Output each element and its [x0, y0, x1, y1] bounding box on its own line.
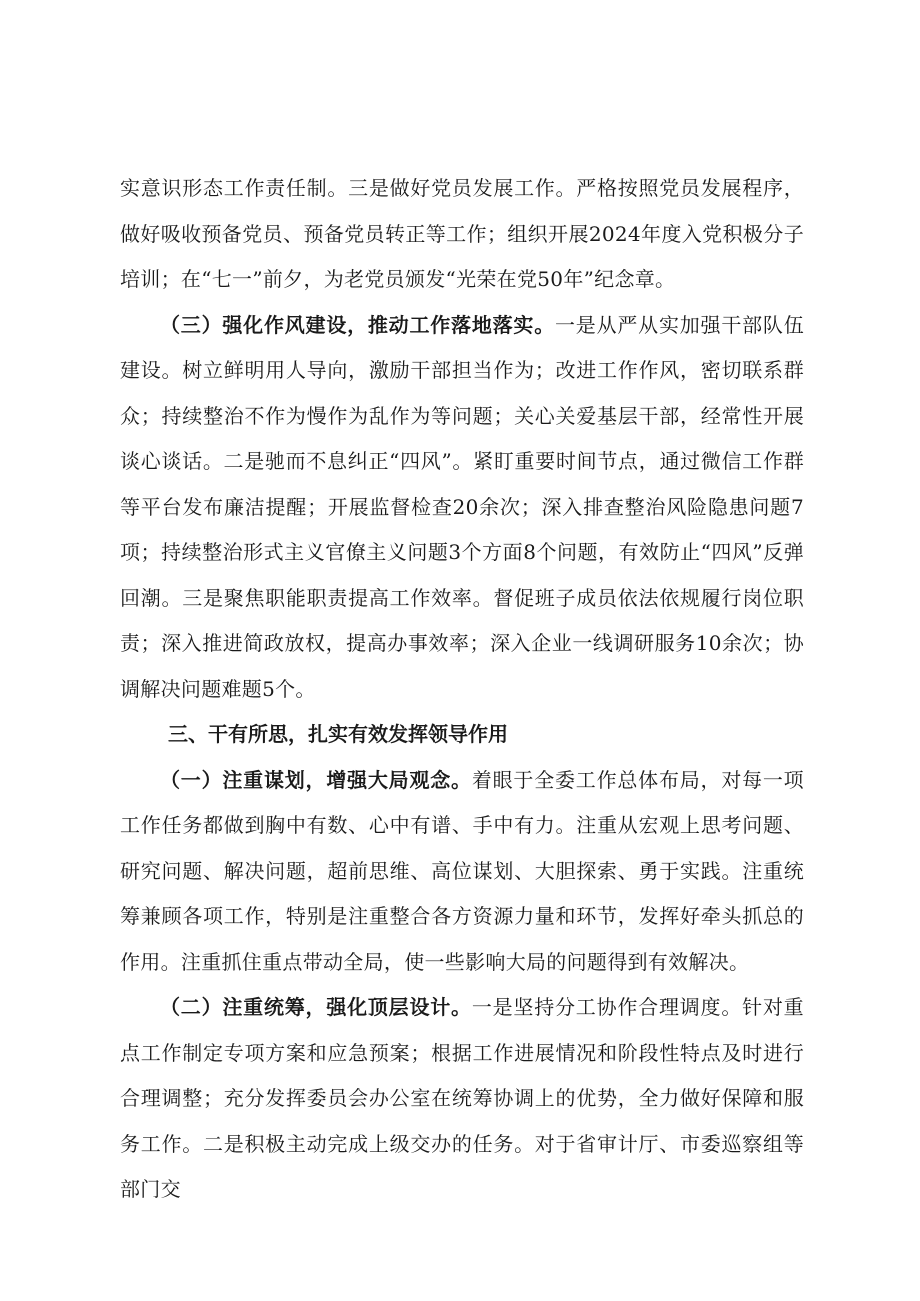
- paragraph-style-building: [120, 303, 804, 713]
- paragraph-text: 一是从严从实加强干部队伍建设。树立鲜明用人导向，激励干部担当作为；改进工作作风，密切联系群众；持续整治不作为慢作为乱作为等问题；关心关爱基层干部，经常性开展谈心谈话。二是驰而不息纠正“四风”。紧盯重要时间节点，通过微信工作群等平台发布廉洁提醒；开展监督检查20余次；深入排查整治风险隐患问题7项；持续整治形式主义官僚主义问题3个方面8个问题，有效防止“四风”反弹回潮。三是聚焦职能职责提高工作效率。督促班子成员依法依规履行岗位职责；深入推进简政放权，提高办事效率；深入企业一线调研服务10余次；协调解决问题难题5个。: [120, 312, 805, 701]
- paragraph-lead: （二）注重统筹，强化顶层设计。: [160, 995, 472, 1019]
- document-body: [120, 166, 804, 1213]
- paragraph-text: 一是坚持分工协作合理调度。针对重点工作制定专项方案和应急预案；根据工作进展情况和阶段性特点及时进行合理调整；充分发挥委员会办公室在统筹协调上的优势，全力做好保障和服务工作。二是积极主动完成上级交办的任务。对于省审计厅、市委巡察组等部门交: [120, 995, 804, 1201]
- paragraph-lead: （一）注重谋划，增强大局观念。: [160, 767, 472, 792]
- paragraph-coordination: [120, 985, 804, 1213]
- paragraph-text: 实意识形态工作责任制。三是做好党员发展工作。严格按照党员发展程序，做好吸收预备党员、预备党员转正等工作；组织开展2024年度入党积极分子培训；在“七一”前夕，为老党员颁发“光荣在党50年”纪念章。: [120, 176, 804, 291]
- paragraph-continuation: [120, 166, 804, 303]
- section-heading: 三、干有所思，扎实有效发挥领导作用: [168, 722, 508, 746]
- paragraph-text: 着眼于全委工作总体布局，对每一项工作任务都做到胸中有数、心中有谱、手中有力。注重从宏观上思考问题、研究问题、解决问题，超前思维、高位谋划、大胆探索、勇于实践。注重统筹兼顾各项工作，特别是注重整合各方资源力量和环节，发挥好牵头抓总的作用。注重抓住重点带动全局，使一些影响大局的问题得到有效解决。: [120, 767, 804, 974]
- paragraph-planning: [120, 758, 804, 986]
- paragraph-lead: （三）强化作风建设，推动工作落地落实。: [160, 312, 556, 337]
